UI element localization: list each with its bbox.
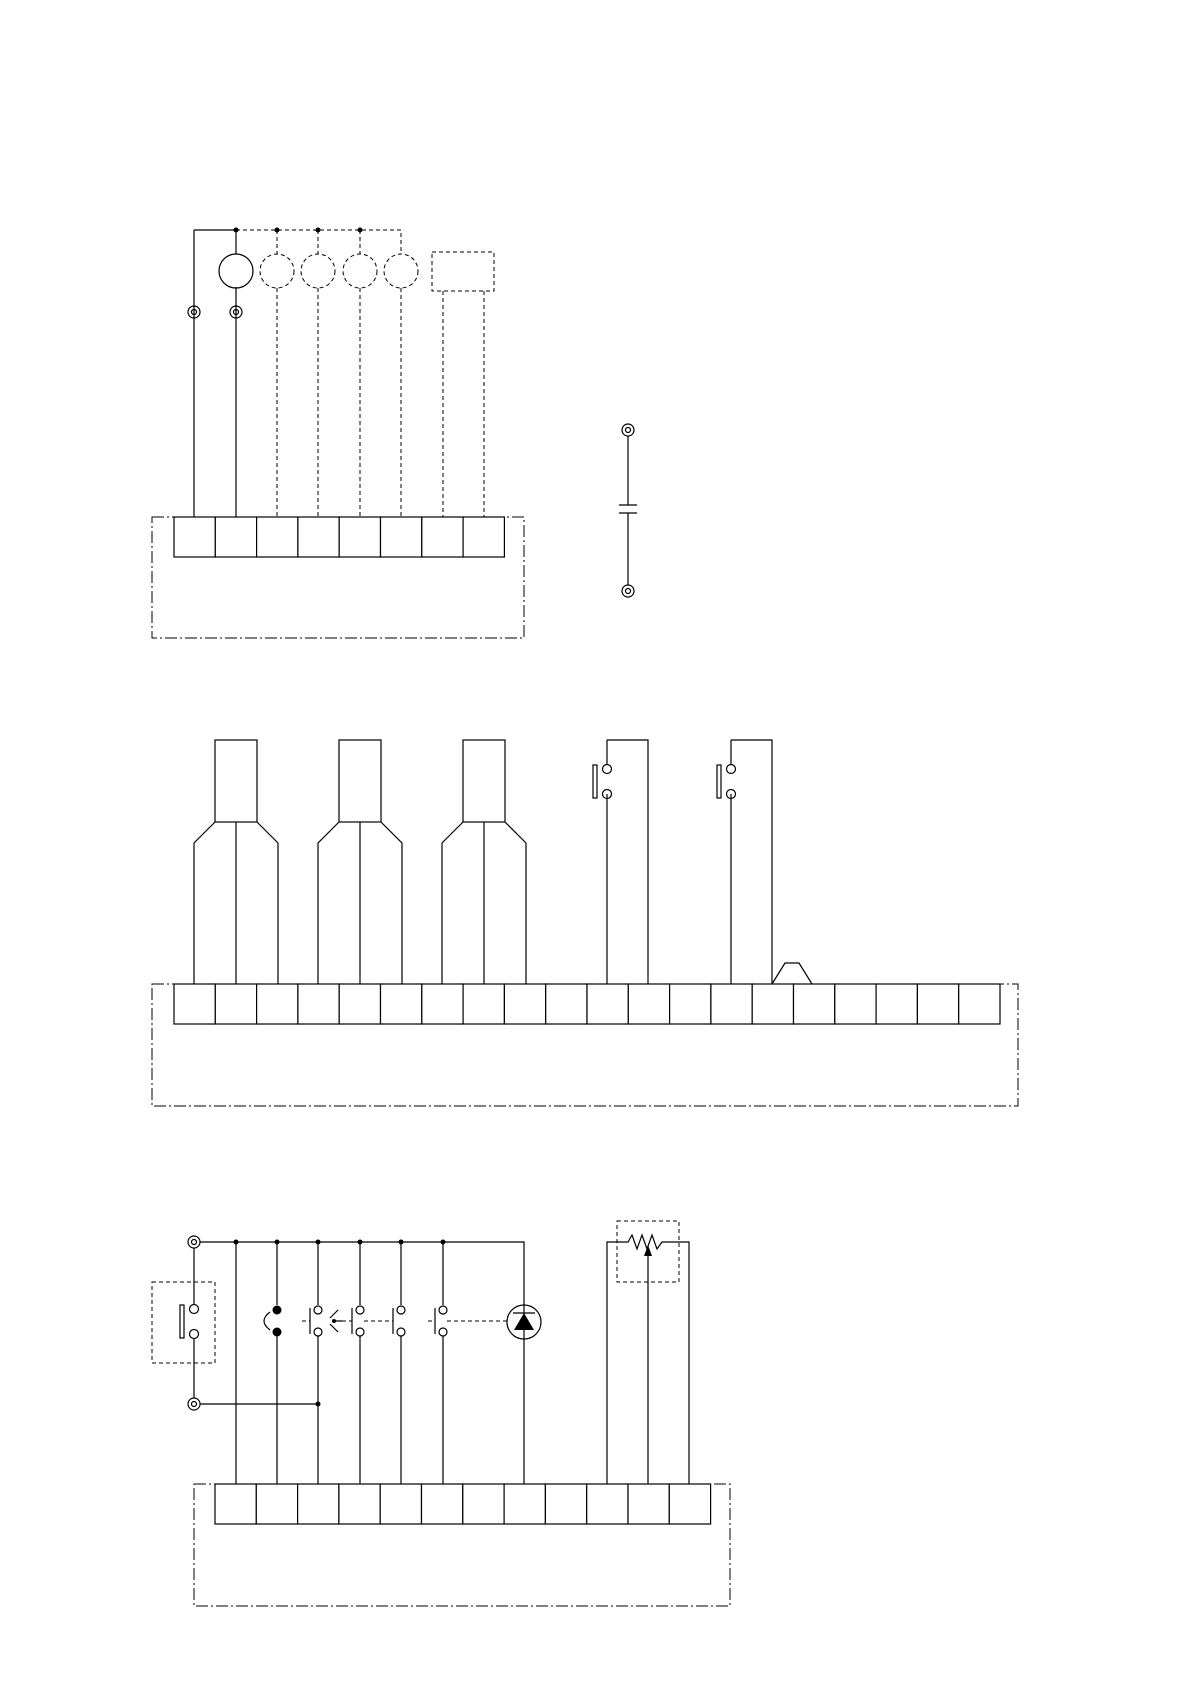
terminal-cell [422,984,463,1024]
terminal-cell [174,984,215,1024]
push-switch-icon [152,1248,215,1398]
terminal-cell [504,984,545,1024]
optional-box-icon [432,252,494,291]
terminal-cell [380,1484,421,1524]
junction-dot [316,228,321,233]
switch-contact-icon [717,740,772,984]
terminal-cell [917,984,958,1024]
terminal-cell [422,517,463,557]
terminal-cell [339,1484,380,1524]
terminal-cell [381,984,422,1024]
contact-icon [264,1242,282,1484]
junction-dot [358,228,363,233]
terminal-cell [174,517,215,557]
contact-icon [393,1242,405,1484]
terminal-ring-icon [188,1236,200,1248]
terminal-cell [381,517,422,557]
terminal-cell [876,984,917,1024]
fan-icon [330,1310,342,1332]
terminal-cell [628,1484,669,1524]
sensor-probe-icon [194,740,278,984]
terminal-cell [422,1484,463,1524]
terminal-ring-icon [188,1398,200,1410]
optional-motor-circle-icon [301,254,335,288]
top-terminal-strip [174,517,504,557]
terminal-cell [298,1484,339,1524]
terminal-cell [670,984,711,1024]
contact-icon [352,1242,393,1484]
terminal-cell [463,1484,504,1524]
top-section [152,228,524,639]
bottom-terminal-strip [215,1484,711,1524]
terminal-cell [256,1484,297,1524]
terminal-cell [339,984,380,1024]
optional-motor-circle-icon [384,254,418,288]
sensor-probe-icon [318,740,402,984]
sensor-probes [194,740,526,984]
terminal-cell [835,984,876,1024]
capacitor-icon [619,424,637,597]
contact-icon [302,1242,322,1484]
bottom-bus [200,1242,524,1306]
terminal-cell [669,1484,710,1524]
terminal-cell [215,1484,256,1524]
terminal-cell [463,984,504,1024]
terminal-cell [463,517,504,557]
terminal-cell [504,1484,545,1524]
diode-lamp-icon [507,1305,541,1484]
junction-dot [275,228,280,233]
terminal-cell [215,517,256,557]
terminal-cell [298,984,339,1024]
potentiometer-icon [607,1221,689,1484]
terminal-cell [794,984,835,1024]
sensor-probe-icon [442,740,526,984]
terminal-cell [257,517,298,557]
terminal-cell [545,1484,586,1524]
top-dashed-wires [277,288,401,517]
terminal-cell [587,1484,628,1524]
optional-motor-circle-icon [260,254,294,288]
top-bus-drops [277,230,360,254]
optional-motor-circle-icon [343,254,377,288]
middle-section [152,740,1018,1106]
terminal-cell [339,517,380,557]
terminal-cell [959,984,1000,1024]
terminal-cell [587,984,628,1024]
top-box-wires [443,291,484,517]
terminal-cell [215,984,256,1024]
terminal-cell [257,984,298,1024]
motor-circle-icon [219,254,253,288]
terminal-cell [546,984,587,1024]
middle-terminal-strip [174,984,1000,1024]
terminal-cell [298,517,339,557]
terminal-cell [752,984,793,1024]
link-bridge-icon [772,963,812,984]
bottom-section [152,1221,730,1606]
switch-contact-icon [593,740,648,984]
contact-icon [428,1242,507,1484]
terminal-cell [628,984,669,1024]
terminal-cell [711,984,752,1024]
